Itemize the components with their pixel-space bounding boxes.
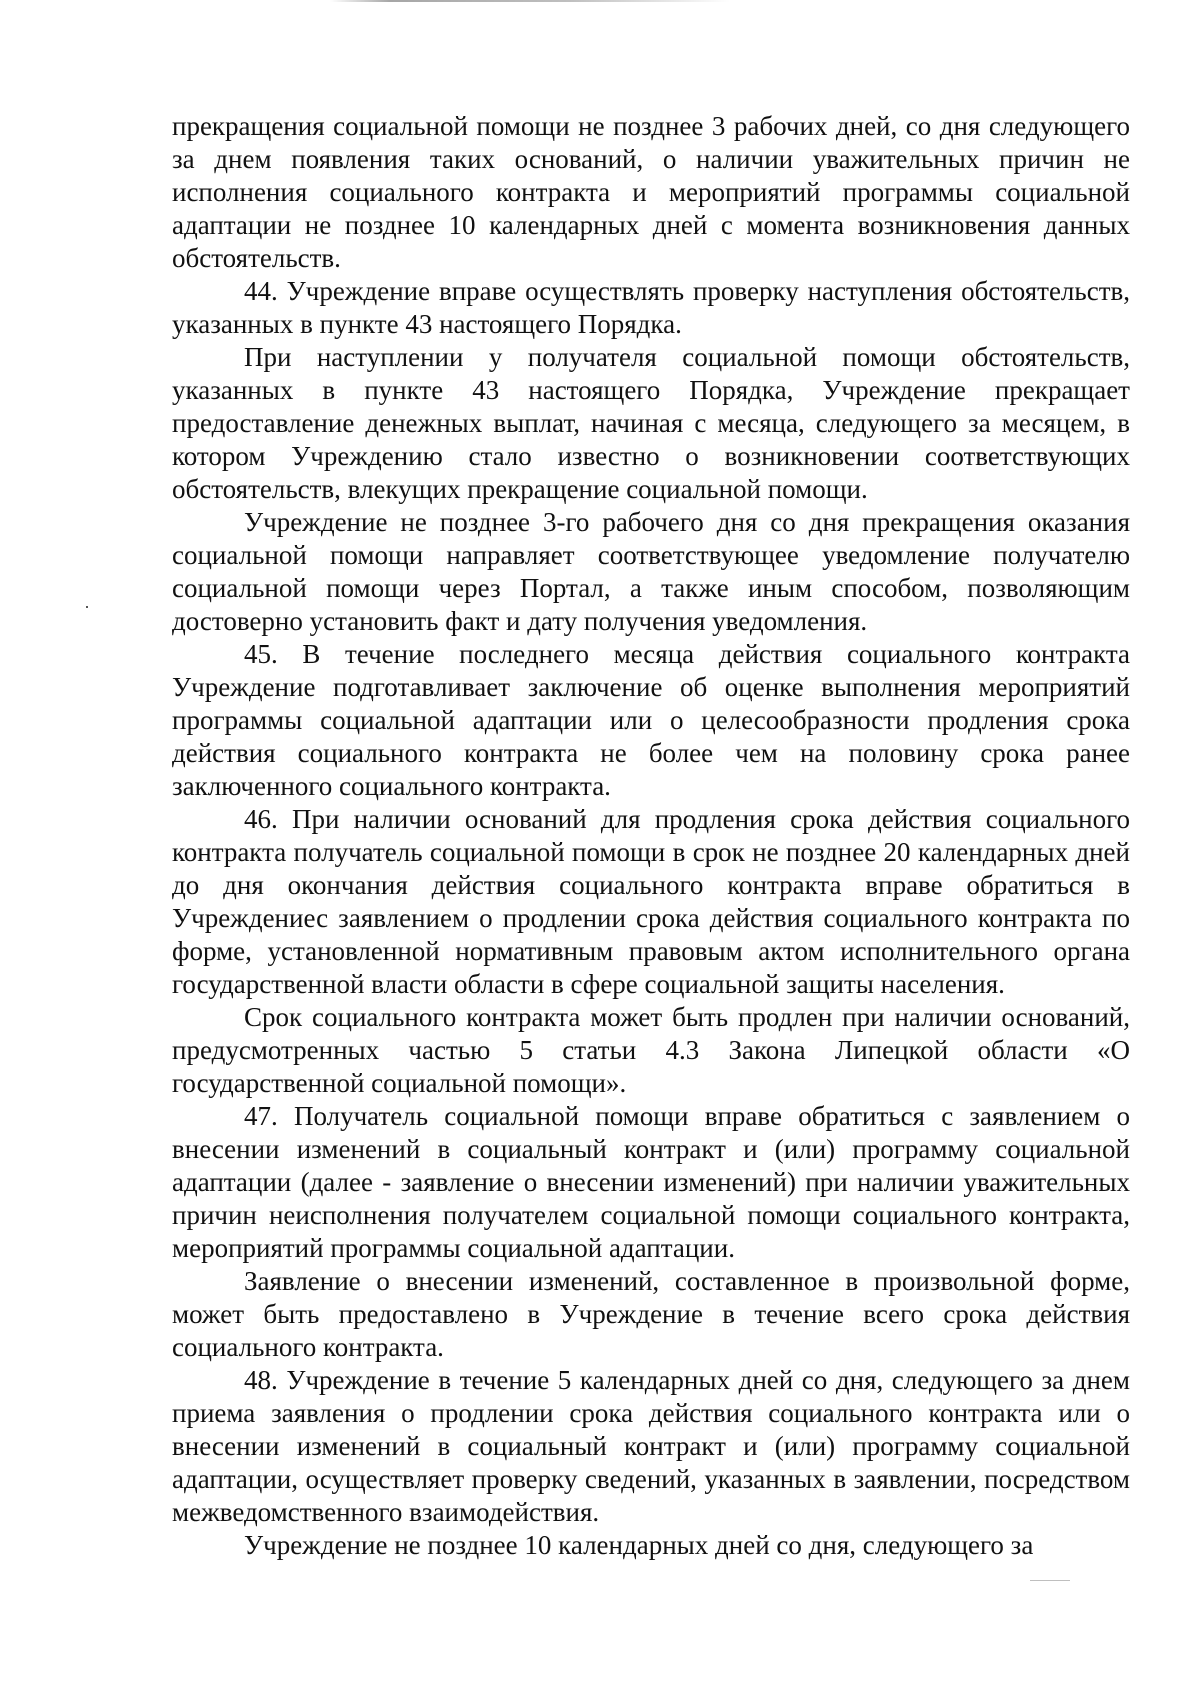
paragraph: Срок социального контракта может быть продлен при наличии оснований, предусмотренных частью 5 статьи 4.3 Закона Липецкой области «О государственной социальной помощи». [172,1002,1130,1098]
paragraph-item-46: 46. При наличии оснований для продления срока действия социального контракта получатель социальной помощи в срок не позднее 20 календарных дней до дня окончания действия социального контракта вправе обратиться в Учреждениес заявлением о продлении срока действия социального контракта по форме, установленной нормативным правовым актом исполнительного органа государственной власти области в сфере социальной защиты населения. [172,804,1130,999]
paragraph-item-47: 47. Получатель социальной помощи вправе обратиться с заявлением о внесении изменений в социальный контракт и (или) программу социальной адаптации (далее - заявление о внесении изменений) при наличии уважительных причин неисполнения получателем социальной помощи социального контракта, мероприятий программы социальной адаптации. [172,1101,1130,1263]
paragraph-continuation: прекращения социальной помощи не позднее 3 рабочих дней, со дня следующего за днем появления таких оснований, о наличии уважительных причин не исполнения социального контракта и мероприятий программы социальной адаптации не позднее 10 календарных дней с момента возникновения данных обстоятельств. [172,111,1130,273]
document-body [172,110,1130,1562]
paragraph-item-48: 48. Учреждение в течение 5 календарных дней со дня, следующего за днем приема заявления о продлении срока действия социального контракта или о внесении изменений в социальный контракт и (или) программу социальной адаптации, осуществляет проверку сведений, указанных в заявлении, посредством межведомственного взаимодействия. [172,1365,1130,1527]
paragraph: При наступлении у получателя социальной помощи обстоятельств, указанных в пункте 43 настоящего Порядка, Учреждение прекращает предоставление денежных выплат, начиная с месяца, следующего за месяцем, в котором Учреждению стало известно о возникновении соответствующих обстоятельств, влекущих прекращение социальной помощи. [172,342,1130,504]
scan-artifact [330,0,730,2]
paragraph-item-45: 45. В течение последнего месяца действия социального контракта Учреждение подготавливает заключение об оценке выполнения мероприятий программы социальной адаптации или о целесообразности продления срока действия социального контракта не более чем на половину срока ранее заключенного социального контракта. [172,639,1130,801]
scan-artifact [1030,1580,1070,1581]
scan-artifact [86,606,88,608]
paragraph-continued: Учреждение не позднее 10 календарных дней со дня, следующего за [244,1530,1034,1560]
paragraph-item-44: 44. Учреждение вправе осуществлять проверку наступления обстоятельств, указанных в пункте 43 настоящего Порядка. [172,276,1130,339]
paragraph: Учреждение не позднее 3-го рабочего дня со дня прекращения оказания социальной помощи направляет соответствующее уведомление получателю социальной помощи через Портал, а также иным способом, позволяющим достоверно установить факт и дату получения уведомления. [172,507,1130,636]
paragraph: Заявление о внесении изменений, составленное в произвольной форме, может быть предоставлено в Учреждение в течение всего срока действия социального контракта. [172,1266,1130,1362]
